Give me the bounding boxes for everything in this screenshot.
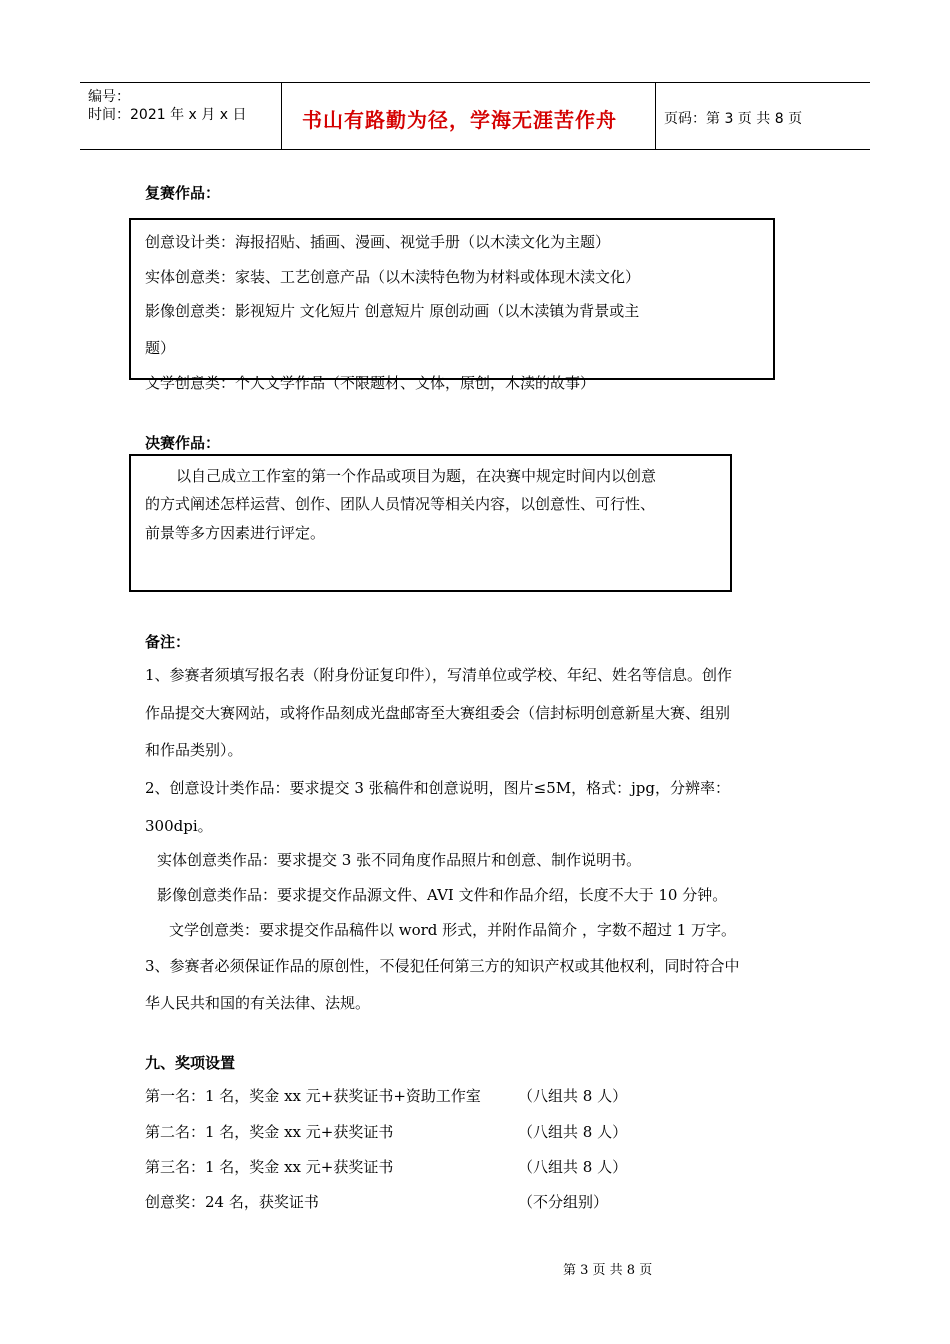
time-label: 时间：2021 年 x 月 x 日 (88, 107, 247, 123)
award-group: （八组共 8 人） (518, 1123, 628, 1141)
semifinal-line: 题） (145, 339, 176, 357)
award-group: （不分组别） (518, 1193, 609, 1211)
award-group: （八组共 8 人） (518, 1087, 628, 1105)
header-divider-right (655, 82, 656, 150)
page-footer: 第 3 页 共 8 页 (563, 1263, 653, 1278)
notes-line: 1、参赛者须填写报名表（附身份证复印件），写清单位或学校、年纪、姓名等信息。创作 (145, 666, 733, 684)
final-line: 前景等多方因素进行评定。 (145, 524, 326, 542)
semifinal-line: 创意设计类：海报招贴、插画、漫画、视觉手册（以木渎文化为主题） (145, 233, 611, 251)
semifinal-line: 实体创意类：家装、工艺创意产品（以木渎特色物为材料或体现木渎文化） (145, 268, 641, 286)
page-label: 页码：第 3 页 共 8 页 (664, 111, 803, 127)
serial-label: 编号： (88, 89, 130, 105)
semifinal-line: 文学创意类：个人文学作品（不限题材、文体，原创，木渎的故事） (145, 374, 596, 392)
award-desc: 第三名：1 名，奖金 xx 元+获奖证书 (145, 1158, 394, 1176)
semifinal-line: 影像创意类：影视短片 文化短片 创意短片 原创动画（以木渎镇为背景或主 (145, 302, 640, 320)
notes-line: 和作品类别）。 (145, 741, 243, 759)
final-title: 决赛作品： (145, 434, 221, 452)
final-line: 以自己成立工作室的第一个作品或项目为题，在决赛中规定时间内以创意 (176, 467, 657, 485)
header-top-rule (80, 82, 870, 83)
notes-line: 300dpi。 (145, 817, 213, 835)
awards-title: 九、奖项设置 (145, 1054, 236, 1072)
award-desc: 第二名：1 名，奖金 xx 元+获奖证书 (145, 1123, 394, 1141)
notes-line: 3、参赛者必须保证作品的原创性，不侵犯任何第三方的知识产权或其他权利，同时符合中 (145, 957, 740, 975)
notes-line: 影像创意类作品：要求提交作品源文件、AVI 文件和作品介绍，长度不大于 10 分钟。 (157, 886, 728, 904)
header-bottom-rule (80, 149, 870, 150)
header-motto: 书山有路勤为径，学海无涯苦作舟 (302, 108, 617, 132)
award-group: （八组共 8 人） (518, 1158, 628, 1176)
final-line: 的方式阐述怎样运营、创作、团队人员情况等相关内容，以创意性、可行性、 (145, 495, 656, 513)
notes-line: 实体创意类作品：要求提交 3 张不同角度作品照片和创意、制作说明书。 (157, 851, 642, 869)
award-desc: 第一名：1 名，奖金 xx 元+获奖证书+资助工作室 (145, 1087, 481, 1105)
notes-line: 作品提交大赛网站，或将作品刻成光盘邮寄至大赛组委会（信封标明创意新星大赛、组别 (145, 704, 731, 722)
award-desc: 创意奖：24 名，获奖证书 (145, 1193, 319, 1211)
notes-line: 文学创意类：要求提交作品稿件以 word 形式，并附作品简介 ，字数不超过 1 万字。 (169, 921, 737, 939)
notes-line: 华人民共和国的有关法律、法规。 (145, 994, 371, 1012)
notes-title: 备注： (145, 633, 191, 651)
notes-line: 2、创意设计类作品：要求提交 3 张稿件和创意说明，图片≤5M，格式：jpg，分辨率： (145, 779, 730, 797)
header-divider-left (281, 82, 282, 150)
semifinal-title: 复赛作品： (145, 184, 221, 202)
